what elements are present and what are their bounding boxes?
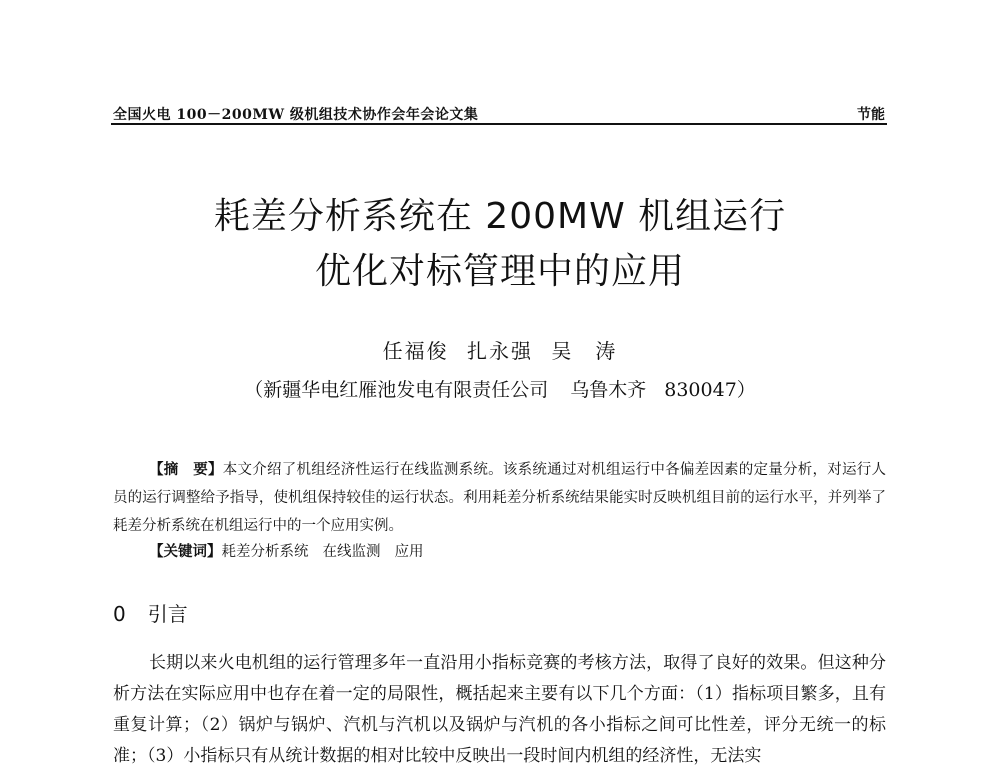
keyword-2: 在线监测 <box>322 544 381 560</box>
abstract-label: 【摘 要】 <box>149 461 223 478</box>
author-3: 吴 涛 <box>551 339 618 363</box>
paper-title-line-1: 耗差分析系统在 200MW 机组运行 <box>213 196 787 237</box>
affiliation <box>0 375 1000 402</box>
affiliation-close-paren: ） <box>736 379 756 401</box>
section-title: 引言 <box>147 602 188 626</box>
affiliation-organization: 新疆华电红雁池发电有限责任公司 <box>263 379 549 401</box>
header-divider <box>111 123 887 125</box>
running-header-section: 节能 <box>857 107 885 123</box>
section-number: 0 <box>113 602 126 626</box>
abstract <box>113 456 886 540</box>
author-1: 任福俊 <box>382 339 449 363</box>
affiliation-postcode: 830047 <box>664 379 737 401</box>
abstract-text: 本文介绍了机组经济性运行在线监测系统。该系统通过对机组运行中各偏差因素的定量分析，对运行人员的运行调整给予指导，使机组保持较佳的运行状态。利用耗差分析系统结果能实时反映机组目前的运行水平，并列举了耗差分析系统在机组运行中的一个应用实例。 <box>113 462 887 534</box>
affiliation-city: 乌鲁木齐 <box>570 379 647 401</box>
author-list <box>0 335 1000 364</box>
body-paragraph: 长期以来火电机组的运行管理多年一直沿用小指标竞赛的考核方法，取得了良好的效果。但这种分析方法在实际应用中也存在着一定的局限性，概括起来主要有以下几个方面：（1）指标项目繁多，且有重复计算；（2）锅炉与锅炉、汽机与汽机以及锅炉与汽机的各小指标之间可比性差，评分无统一的标准；（3）小指标只有从统计数据的相对比较中反映出一段时间内机组的经济性，无法实 <box>113 653 886 766</box>
keywords <box>149 540 424 561</box>
keyword-3: 应用 <box>394 544 424 560</box>
keyword-1: 耗差分析系统 <box>221 544 309 560</box>
paper-title-line-2: 优化对标管理中的应用 <box>314 251 685 292</box>
running-header-proceedings: 全国火电 100－200MW 级机组技术协作会年会论文集 <box>113 107 479 123</box>
section-heading <box>113 598 188 627</box>
author-2: 扎永强 <box>467 339 533 363</box>
affiliation-open-paren: （ <box>244 379 264 401</box>
keywords-label: 【关键词】 <box>149 543 222 560</box>
